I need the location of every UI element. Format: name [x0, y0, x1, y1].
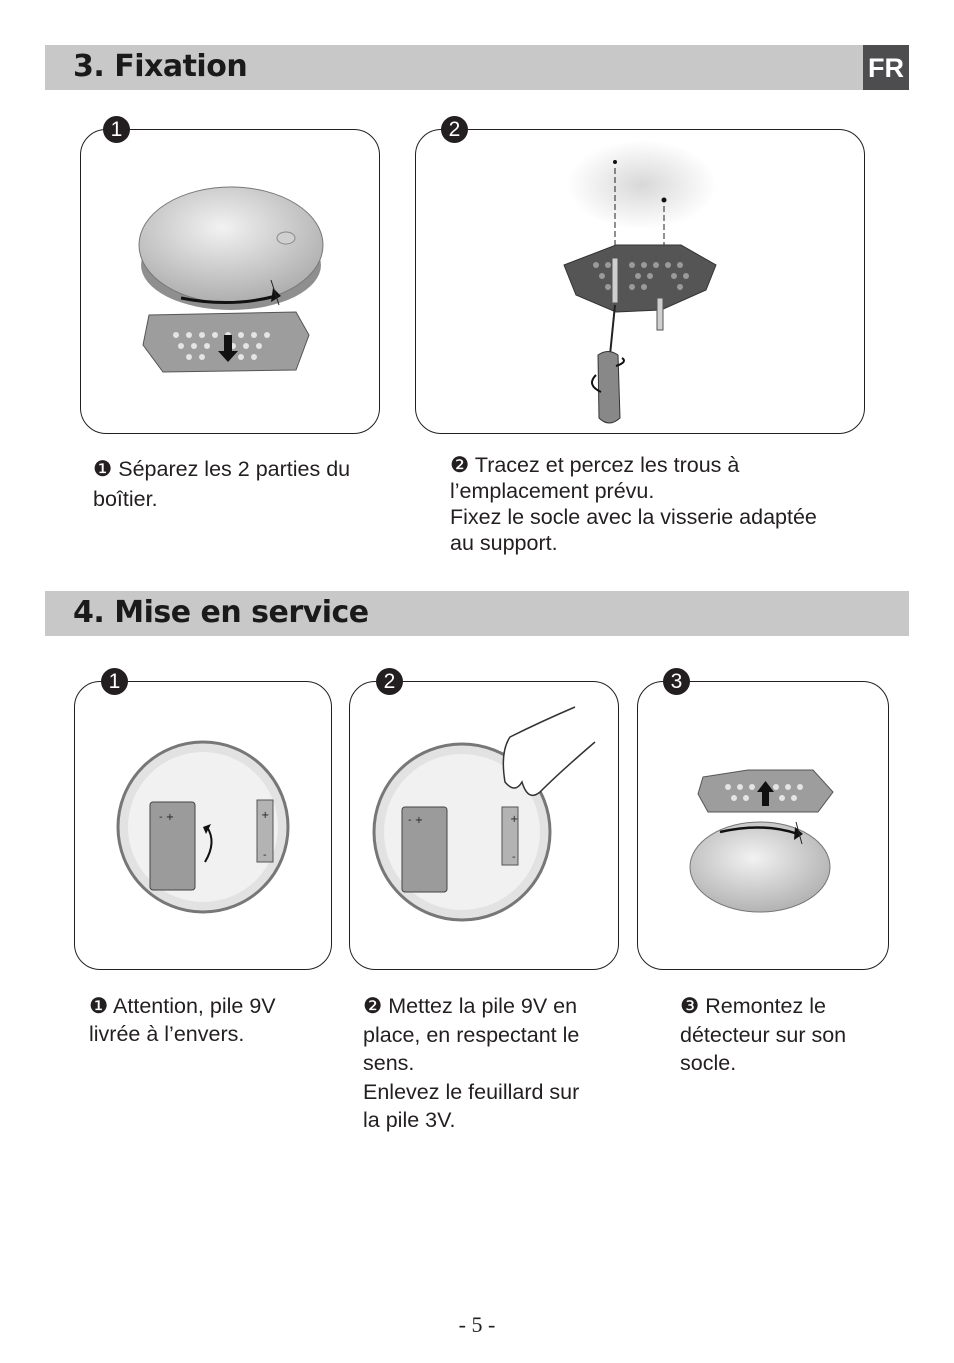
fixation-step-2-badge: 2 [441, 116, 468, 143]
section-3-header [45, 45, 909, 90]
service-step-2-caption [363, 992, 623, 1135]
drilling-and-screwing-image [416, 130, 864, 433]
section-3-title: 3. Fixation [73, 49, 248, 84]
svg-text:-: - [263, 850, 267, 861]
svg-text:-: - [512, 852, 516, 863]
caption-line: ❸ Remontez le [680, 994, 826, 1018]
caption-line: socle. [680, 1051, 737, 1075]
detector-separation-image [81, 130, 379, 433]
svg-text:+: + [510, 814, 519, 825]
service-step-2-badge: 2 [376, 668, 403, 695]
section-4-title: 4. Mise en service [73, 595, 369, 630]
fixation-step-1-badge: 1 [103, 116, 130, 143]
caption-line: l’emplacement prévu. [450, 479, 655, 503]
caption-line: livrée à l’envers. [89, 1022, 245, 1046]
section-4-header [45, 591, 909, 636]
caption-line: la pile 3V. [363, 1108, 456, 1132]
caption-line: ❶ Séparez les 2 parties du [93, 457, 351, 481]
battery-reversed-image [75, 682, 331, 969]
service-step-1-illustration [74, 681, 332, 970]
fixation-step-1-caption [93, 454, 393, 514]
fixation-step-2-illustration [415, 129, 865, 434]
page-number: - 5 - [458, 1312, 496, 1337]
caption-line: sens. [363, 1051, 415, 1075]
caption-line: ❷ Tracez et percez les trous à [450, 453, 740, 477]
battery-insertion-image [350, 682, 618, 969]
fixation-step-2-caption [450, 452, 870, 556]
caption-line: au support. [450, 531, 558, 555]
service-step-1-badge: 1 [101, 668, 128, 695]
service-step-1-caption [89, 992, 329, 1048]
service-step-3-illustration [637, 681, 889, 970]
caption-line: Fixez le socle avec la visserie adaptée [450, 505, 817, 529]
svg-text:+: + [261, 810, 270, 821]
service-step-3-caption [680, 992, 900, 1078]
caption-line: place, en respectant le [363, 1022, 580, 1047]
caption-line: détecteur sur son [680, 1022, 847, 1047]
detector-reassembly-image [638, 682, 888, 969]
service-step-2-illustration [349, 681, 619, 970]
caption-line: Enlevez le feuillard sur [363, 1079, 580, 1104]
svg-text:- +: - + [159, 812, 175, 823]
fixation-step-1-illustration [80, 129, 380, 434]
caption-line: boîtier. [93, 487, 158, 511]
caption-line: ❷ Mettez la pile 9V en [363, 994, 578, 1018]
svg-text:- +: - + [408, 815, 424, 826]
language-badge: FR [863, 45, 909, 90]
service-step-3-badge: 3 [663, 668, 690, 695]
caption-line: ❶ Attention, pile 9V [89, 994, 276, 1018]
